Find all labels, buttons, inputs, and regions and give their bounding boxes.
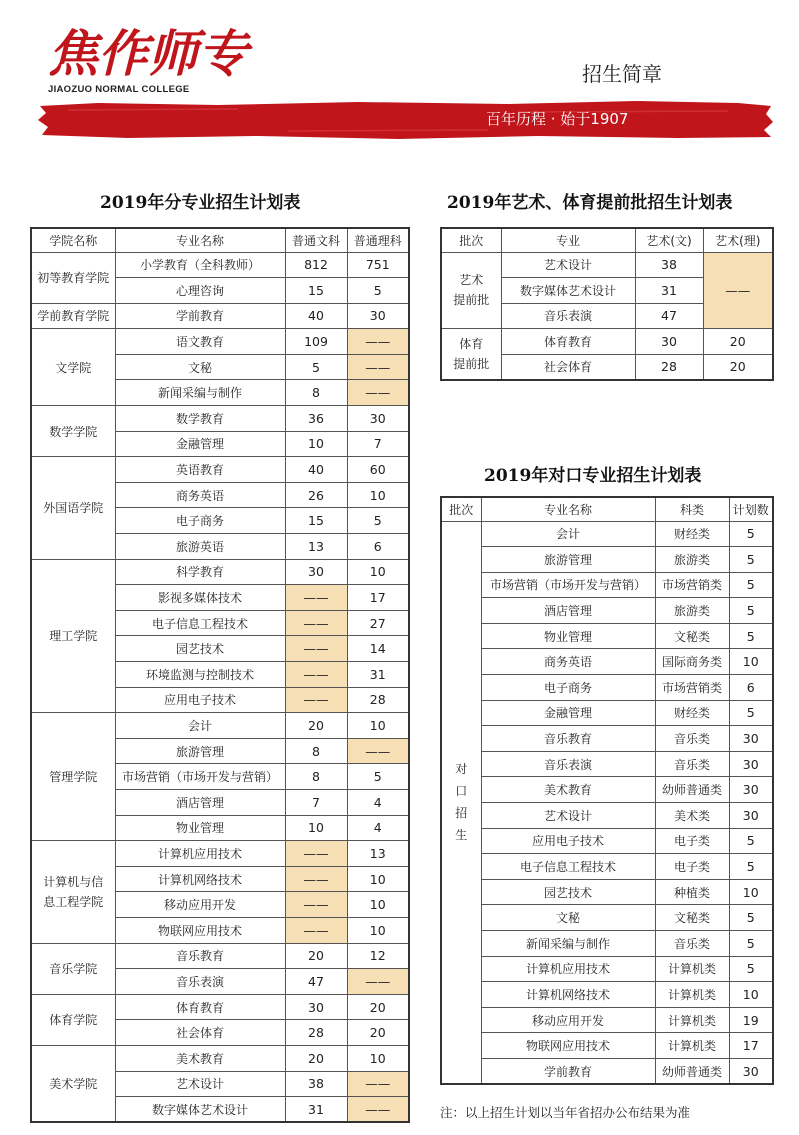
major-cell: 旅游管理	[115, 738, 285, 764]
science-cell: 4	[347, 815, 409, 841]
college-cell: 数学学院	[31, 406, 115, 457]
liberal-arts-cell: 31	[285, 1097, 347, 1123]
college-cell: 美术学院	[31, 1045, 115, 1122]
batch-line: 对	[455, 762, 468, 777]
liberal-arts-cell: 28	[285, 1020, 347, 1046]
science-cell: ——	[347, 380, 409, 406]
duikou-row	[441, 726, 773, 752]
duikou-row	[441, 547, 773, 573]
duikou-table	[440, 496, 774, 1085]
liberal-arts-cell: 30	[285, 994, 347, 1020]
science-cell: 30	[347, 406, 409, 432]
liberal-arts-cell: 5	[285, 354, 347, 380]
college-cell: 文学院	[31, 329, 115, 406]
plan-row	[31, 559, 409, 585]
liberal-arts-cell: 8	[285, 764, 347, 790]
duikou-category-cell: 计算机类	[655, 1007, 729, 1033]
liberal-arts-cell: ——	[285, 610, 347, 636]
liberal-arts-cell: ——	[285, 636, 347, 662]
art-major-cell: 音乐表演	[501, 303, 635, 329]
pe-batch-cell	[441, 329, 501, 380]
major-cell: 体育教育	[115, 994, 285, 1020]
duikou-count-cell: 5	[729, 521, 773, 547]
plan-row	[31, 457, 409, 483]
liberal-arts-cell: 20	[285, 713, 347, 739]
duikou-count-cell: 10	[729, 879, 773, 905]
duikou-category-cell: 市场营销类	[655, 572, 729, 598]
duikou-count-cell: 17	[729, 1033, 773, 1059]
plan-row	[31, 994, 409, 1020]
duikou-count-cell: 10	[729, 649, 773, 675]
college-cell: 管理学院	[31, 713, 115, 841]
major-cell: 物业管理	[115, 815, 285, 841]
pe-major-cell: 体育教育	[501, 329, 635, 355]
duikou-row	[441, 803, 773, 829]
duikou-count-cell: 5	[729, 572, 773, 598]
major-cell: 计算机应用技术	[115, 841, 285, 867]
art-row	[441, 252, 773, 278]
duikou-row	[441, 828, 773, 854]
duikou-count-cell: 30	[729, 803, 773, 829]
pe-row	[441, 329, 773, 355]
liberal-arts-cell: 13	[285, 534, 347, 560]
science-cell: ——	[347, 354, 409, 380]
liberal-arts-cell: 36	[285, 406, 347, 432]
duikou-major-cell: 电子信息工程技术	[481, 854, 655, 880]
liberal-arts-cell: 47	[285, 969, 347, 995]
header-science: 普通理科	[347, 228, 409, 252]
document-title: 招生简章	[582, 62, 662, 86]
science-cell: 13	[347, 841, 409, 867]
batch-line: 艺术	[459, 273, 484, 288]
art-header-art-liberal: 艺术(文)	[635, 228, 703, 252]
duikou-row	[441, 649, 773, 675]
duikou-category-cell: 种植类	[655, 879, 729, 905]
duikou-category-cell: 幼师普通类	[655, 1058, 729, 1084]
major-cell: 英语教育	[115, 457, 285, 483]
college-name-line: 息工程学院	[43, 894, 104, 909]
liberal-arts-cell: 26	[285, 482, 347, 508]
duikou-row	[441, 905, 773, 931]
major-cell: 心理咨询	[115, 278, 285, 304]
science-cell: 5	[347, 278, 409, 304]
duikou-row	[441, 854, 773, 880]
college-logo	[38, 14, 248, 104]
duikou-table-title: 2019年对口专业招生计划表	[484, 466, 702, 486]
liberal-arts-cell: 40	[285, 303, 347, 329]
science-cell: 12	[347, 943, 409, 969]
batch-line: 口	[455, 784, 468, 799]
major-cell: 音乐教育	[115, 943, 285, 969]
art-header-batch: 批次	[441, 228, 501, 252]
pe-science-cell: 20	[703, 329, 773, 355]
college-cell: 体育学院	[31, 994, 115, 1045]
science-cell: ——	[347, 738, 409, 764]
science-cell: 6	[347, 534, 409, 560]
duikou-category-cell: 音乐类	[655, 751, 729, 777]
major-cell: 酒店管理	[115, 789, 285, 815]
liberal-arts-cell: 8	[285, 738, 347, 764]
plan-row	[31, 1045, 409, 1071]
batch-line: 招	[455, 806, 468, 821]
duikou-major-cell: 新闻采编与制作	[481, 931, 655, 957]
science-cell: 14	[347, 636, 409, 662]
science-cell: 751	[347, 252, 409, 278]
duikou-category-cell: 文秘类	[655, 905, 729, 931]
college-cell: 音乐学院	[31, 943, 115, 994]
college-cell: 理工学院	[31, 559, 115, 713]
science-cell: ——	[347, 1071, 409, 1097]
major-cell: 金融管理	[115, 431, 285, 457]
duikou-major-cell: 计算机网络技术	[481, 982, 655, 1008]
major-cell: 数学教育	[115, 406, 285, 432]
art-batch-cell	[441, 252, 501, 329]
duikou-row	[441, 931, 773, 957]
duikou-category-cell: 音乐类	[655, 931, 729, 957]
plan-row	[31, 943, 409, 969]
duikou-category-cell: 电子类	[655, 828, 729, 854]
major-cell: 语文教育	[115, 329, 285, 355]
science-cell: 60	[347, 457, 409, 483]
logo-chinese-text: 焦作师专	[48, 24, 248, 83]
plan-table	[30, 227, 410, 1123]
slogan-text: 百年历程 · 始于1907	[486, 110, 629, 128]
duikou-major-cell: 园艺技术	[481, 879, 655, 905]
liberal-arts-cell: 15	[285, 278, 347, 304]
pe-liberal-cell: 30	[635, 329, 703, 355]
college-cell: 学前教育学院	[31, 303, 115, 329]
duikou-category-cell: 文秘类	[655, 623, 729, 649]
science-cell: 10	[347, 482, 409, 508]
science-cell: 31	[347, 662, 409, 688]
duikou-major-cell: 市场营销（市场开发与营销）	[481, 572, 655, 598]
art-liberal-cell: 31	[635, 278, 703, 304]
pe-liberal-cell: 28	[635, 354, 703, 380]
duikou-major-cell: 电子商务	[481, 675, 655, 701]
duikou-major-cell: 文秘	[481, 905, 655, 931]
major-cell: 小学教育（全科教师）	[115, 252, 285, 278]
duikou-major-cell: 旅游管理	[481, 547, 655, 573]
liberal-arts-cell: 30	[285, 559, 347, 585]
duikou-category-cell: 计算机类	[655, 1033, 729, 1059]
liberal-arts-cell: 10	[285, 815, 347, 841]
duikou-category-cell: 财经类	[655, 700, 729, 726]
header-major: 专业名称	[115, 228, 285, 252]
duikou-category-cell: 计算机类	[655, 956, 729, 982]
duikou-major-cell: 计算机应用技术	[481, 956, 655, 982]
duikou-category-cell: 计算机类	[655, 982, 729, 1008]
duikou-category-cell: 市场营销类	[655, 675, 729, 701]
duikou-count-cell: 19	[729, 1007, 773, 1033]
duikou-count-cell: 10	[729, 982, 773, 1008]
art-liberal-cell: 38	[635, 252, 703, 278]
duikou-count-cell: 5	[729, 854, 773, 880]
duikou-major-cell: 物业管理	[481, 623, 655, 649]
science-cell: 20	[347, 994, 409, 1020]
major-cell: 新闻采编与制作	[115, 380, 285, 406]
major-cell: 市场营销（市场开发与营销）	[115, 764, 285, 790]
science-cell: 10	[347, 1045, 409, 1071]
duikou-category-cell: 电子类	[655, 854, 729, 880]
college-cell: 初等教育学院	[31, 252, 115, 303]
duikou-count-cell: 5	[729, 905, 773, 931]
major-cell: 计算机网络技术	[115, 866, 285, 892]
plan-row	[31, 303, 409, 329]
major-cell: 美术教育	[115, 1045, 285, 1071]
science-cell: 4	[347, 789, 409, 815]
liberal-arts-cell: ——	[285, 662, 347, 688]
duikou-major-cell: 移动应用开发	[481, 1007, 655, 1033]
duikou-major-cell: 音乐表演	[481, 751, 655, 777]
liberal-arts-cell: 8	[285, 380, 347, 406]
science-cell: 30	[347, 303, 409, 329]
batch-line: 体育	[459, 336, 484, 351]
duikou-category-cell: 旅游类	[655, 547, 729, 573]
duikou-batch-cell	[441, 521, 481, 1084]
duikou-row	[441, 675, 773, 701]
major-cell: 物联网应用技术	[115, 917, 285, 943]
footnote: 注：以上招生计划以当年省招办公布结果为准	[440, 1105, 691, 1120]
art-header-art-science: 艺术(理)	[703, 228, 773, 252]
batch-line: 提前批	[453, 293, 490, 308]
duikou-row	[441, 1033, 773, 1059]
liberal-arts-cell: ——	[285, 917, 347, 943]
duikou-row	[441, 700, 773, 726]
duikou-count-cell: 5	[729, 547, 773, 573]
liberal-arts-cell: 10	[285, 431, 347, 457]
duikou-row	[441, 572, 773, 598]
art-table-title: 2019年艺术、体育提前批招生计划表	[447, 193, 733, 213]
science-cell: 10	[347, 917, 409, 943]
plan-row	[31, 713, 409, 739]
duikou-count-cell: 30	[729, 777, 773, 803]
duikou-count-cell: 5	[729, 956, 773, 982]
major-cell: 文秘	[115, 354, 285, 380]
major-cell: 学前教育	[115, 303, 285, 329]
duikou-major-cell: 学前教育	[481, 1058, 655, 1084]
duikou-count-cell: 30	[729, 751, 773, 777]
duikou-row	[441, 777, 773, 803]
batch-line: 提前批	[453, 356, 490, 371]
logo-english-text: JIAOZUO NORMAL COLLEGE	[48, 84, 190, 95]
major-cell: 音乐表演	[115, 969, 285, 995]
science-cell: 27	[347, 610, 409, 636]
duikou-category-cell: 幼师普通类	[655, 777, 729, 803]
major-cell: 数字媒体艺术设计	[115, 1097, 285, 1123]
science-cell: ——	[347, 1097, 409, 1123]
liberal-arts-cell: ——	[285, 585, 347, 611]
college-cell: 外国语学院	[31, 457, 115, 559]
plan-row	[31, 329, 409, 355]
duikou-row	[441, 982, 773, 1008]
duikou-major-cell: 酒店管理	[481, 598, 655, 624]
college-name-line: 计算机与信	[43, 874, 104, 889]
major-cell: 环境监测与控制技术	[115, 662, 285, 688]
science-cell: 5	[347, 764, 409, 790]
science-cell: 20	[347, 1020, 409, 1046]
duikou-major-cell: 音乐教育	[481, 726, 655, 752]
major-cell: 会计	[115, 713, 285, 739]
liberal-arts-cell: ——	[285, 687, 347, 713]
duikou-row	[441, 598, 773, 624]
red-brush-banner	[38, 100, 773, 140]
major-cell: 影视多媒体技术	[115, 585, 285, 611]
science-cell: 28	[347, 687, 409, 713]
dk-header-category: 科类	[655, 497, 729, 521]
duikou-major-cell: 金融管理	[481, 700, 655, 726]
plan-row	[31, 252, 409, 278]
dk-header-plan-count: 计划数	[729, 497, 773, 521]
duikou-major-cell: 物联网应用技术	[481, 1033, 655, 1059]
art-table	[440, 227, 774, 381]
art-major-cell: 艺术设计	[501, 252, 635, 278]
major-cell: 社会体育	[115, 1020, 285, 1046]
liberal-arts-cell: ——	[285, 866, 347, 892]
art-header-major: 专业	[501, 228, 635, 252]
duikou-count-cell: 6	[729, 675, 773, 701]
plan-row	[31, 406, 409, 432]
art-science-cell: ——	[703, 252, 773, 329]
duikou-row	[441, 623, 773, 649]
duikou-row	[441, 751, 773, 777]
dk-header-major: 专业名称	[481, 497, 655, 521]
liberal-arts-cell: 40	[285, 457, 347, 483]
liberal-arts-cell: 109	[285, 329, 347, 355]
duikou-row	[441, 1058, 773, 1084]
duikou-category-cell: 国际商务类	[655, 649, 729, 675]
science-cell: 10	[347, 892, 409, 918]
duikou-count-cell: 5	[729, 598, 773, 624]
dk-header-batch: 批次	[441, 497, 481, 521]
duikou-major-cell: 商务英语	[481, 649, 655, 675]
major-cell: 旅游英语	[115, 534, 285, 560]
liberal-arts-cell: 812	[285, 252, 347, 278]
duikou-major-cell: 美术教育	[481, 777, 655, 803]
major-cell: 电子商务	[115, 508, 285, 534]
header-college: 学院名称	[31, 228, 115, 252]
duikou-category-cell: 音乐类	[655, 726, 729, 752]
liberal-arts-cell: ——	[285, 841, 347, 867]
duikou-major-cell: 艺术设计	[481, 803, 655, 829]
duikou-major-cell: 会计	[481, 521, 655, 547]
liberal-arts-cell: 20	[285, 1045, 347, 1071]
science-cell: 5	[347, 508, 409, 534]
duikou-count-cell: 30	[729, 1058, 773, 1084]
batch-line: 生	[455, 828, 468, 843]
liberal-arts-cell: 15	[285, 508, 347, 534]
liberal-arts-cell: 7	[285, 789, 347, 815]
duikou-row	[441, 1007, 773, 1033]
duikou-category-cell: 旅游类	[655, 598, 729, 624]
duikou-count-cell: 30	[729, 726, 773, 752]
science-cell: ——	[347, 329, 409, 355]
pe-science-cell: 20	[703, 354, 773, 380]
plan-row	[31, 841, 409, 867]
science-cell: 10	[347, 866, 409, 892]
college-cell	[31, 841, 115, 943]
liberal-arts-cell: 20	[285, 943, 347, 969]
duikou-category-cell: 财经类	[655, 521, 729, 547]
duikou-row	[441, 521, 773, 547]
duikou-count-cell: 5	[729, 828, 773, 854]
plan-table-title: 2019年分专业招生计划表	[100, 193, 301, 213]
liberal-arts-cell: ——	[285, 892, 347, 918]
science-cell: ——	[347, 969, 409, 995]
major-cell: 应用电子技术	[115, 687, 285, 713]
pe-major-cell: 社会体育	[501, 354, 635, 380]
header-liberal-arts: 普通文科	[285, 228, 347, 252]
art-liberal-cell: 47	[635, 303, 703, 329]
liberal-arts-cell: 38	[285, 1071, 347, 1097]
duikou-category-cell: 美术类	[655, 803, 729, 829]
science-cell: 17	[347, 585, 409, 611]
major-cell: 移动应用开发	[115, 892, 285, 918]
duikou-row	[441, 879, 773, 905]
duikou-count-cell: 5	[729, 931, 773, 957]
duikou-count-cell: 5	[729, 700, 773, 726]
duikou-major-cell: 应用电子技术	[481, 828, 655, 854]
science-cell: 7	[347, 431, 409, 457]
science-cell: 10	[347, 559, 409, 585]
major-cell: 电子信息工程技术	[115, 610, 285, 636]
major-cell: 科学教育	[115, 559, 285, 585]
major-cell: 园艺技术	[115, 636, 285, 662]
duikou-row	[441, 956, 773, 982]
science-cell: 10	[347, 713, 409, 739]
major-cell: 艺术设计	[115, 1071, 285, 1097]
duikou-count-cell: 5	[729, 623, 773, 649]
major-cell: 商务英语	[115, 482, 285, 508]
art-major-cell: 数字媒体艺术设计	[501, 278, 635, 304]
